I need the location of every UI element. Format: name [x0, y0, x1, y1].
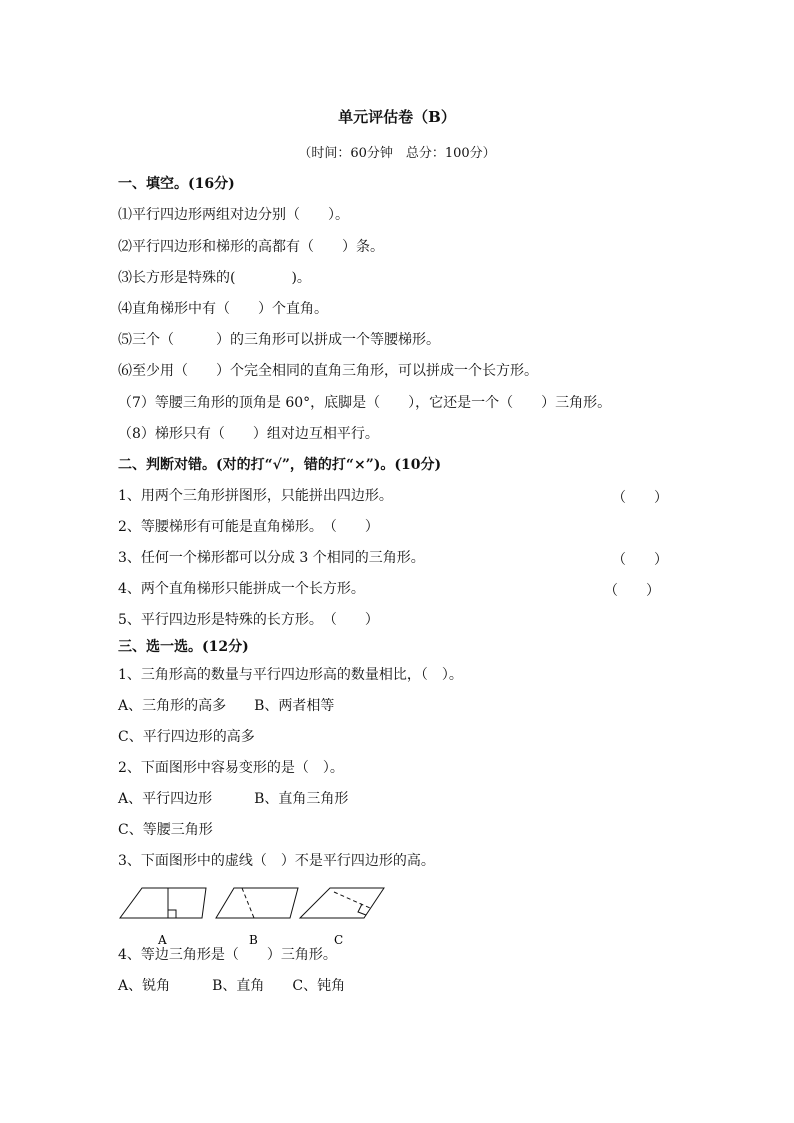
parallelogram-c [300, 888, 384, 918]
judge-item-2: 2、等腰梯形有可能是直角梯形。 （ ） [118, 519, 379, 535]
fill-item-4: ⑷直角梯形中有（ ）个直角。 [118, 301, 328, 317]
section-2-heading: 二、判断对错。(对的打“√”，错的打“×”)。(10分) [118, 457, 442, 473]
judge-item-3: 3、任何一个梯形都可以分成 3 个相同的三角形。 [118, 550, 425, 566]
fill-item-2: ⑵平行四边形和梯形的高都有（ ）条。 [118, 239, 384, 255]
choice-q1: 1、三角形高的数量与平行四边形高的数量相比，（ ）。 [118, 667, 463, 683]
choice-q2-options-ab: A、平行四边形 B、直角三角形 [118, 791, 349, 807]
parallelogram-b [216, 888, 298, 918]
page-subtitle: （时间：60分钟 总分：100分） [298, 146, 496, 161]
section-1-heading: 一、填空。(16分) [118, 176, 235, 192]
fill-item-3: ⑶长方形是特殊的( )。 [118, 270, 311, 286]
choice-q2-option-c: C、等腰三角形 [118, 822, 213, 838]
figure-label-b: B [249, 933, 258, 947]
judge-item-1: 1、用两个三角形拼图形，只能拼出四边形。 [118, 488, 393, 504]
choice-q4: 4、等边三角形是（ ）三角形。 [118, 947, 337, 963]
choice-q4-options: A、锐角 B、直角 C、钝角 [118, 978, 346, 994]
fill-item-5: ⑸三个（ ）的三角形可以拼成一个等腰梯形。 [118, 332, 440, 348]
section-3-heading: 三、选一选。(12分) [118, 639, 249, 655]
judge-item-4: 4、两个直角梯形只能拼成一个长方形。 [118, 581, 365, 597]
judge-item-1-mark: （ ） [612, 490, 668, 506]
figure-label-c: C [334, 933, 344, 947]
choice-q1-option-c: C、平行四边形的高多 [118, 729, 255, 745]
fill-item-7: （7）等腰三角形的顶角是 60°，底脚是（ ），它还是一个（ ）三角形。 [118, 395, 612, 411]
judge-item-4-mark: （ ） [604, 583, 660, 599]
parallelogram-a [120, 888, 206, 918]
fill-item-6: ⑹至少用（ ）个完全相同的直角三角形，可以拼成一个长方形。 [118, 363, 538, 379]
figure-label-a: A [158, 933, 167, 947]
choice-q2: 2、下面图形中容易变形的是（ ）。 [118, 760, 344, 776]
judge-item-5: 5、平行四边形是特殊的长方形。 （ ） [118, 612, 379, 628]
parallelogram-figures [118, 884, 398, 954]
fill-item-1: ⑴平行四边形两组对边分别（ ）。 [118, 207, 349, 223]
judge-item-3-mark: （ ） [612, 552, 668, 568]
choice-q3: 3、下面图形中的虚线（ ）不是平行四边形的高。 [118, 853, 435, 869]
choice-q1-options-ab: A、三角形的高多 B、两者相等 [118, 698, 335, 714]
fill-item-8: （8）梯形只有（ ）组对边互相平行。 [118, 426, 379, 442]
page-title: 单元评估卷（B） [338, 108, 456, 126]
